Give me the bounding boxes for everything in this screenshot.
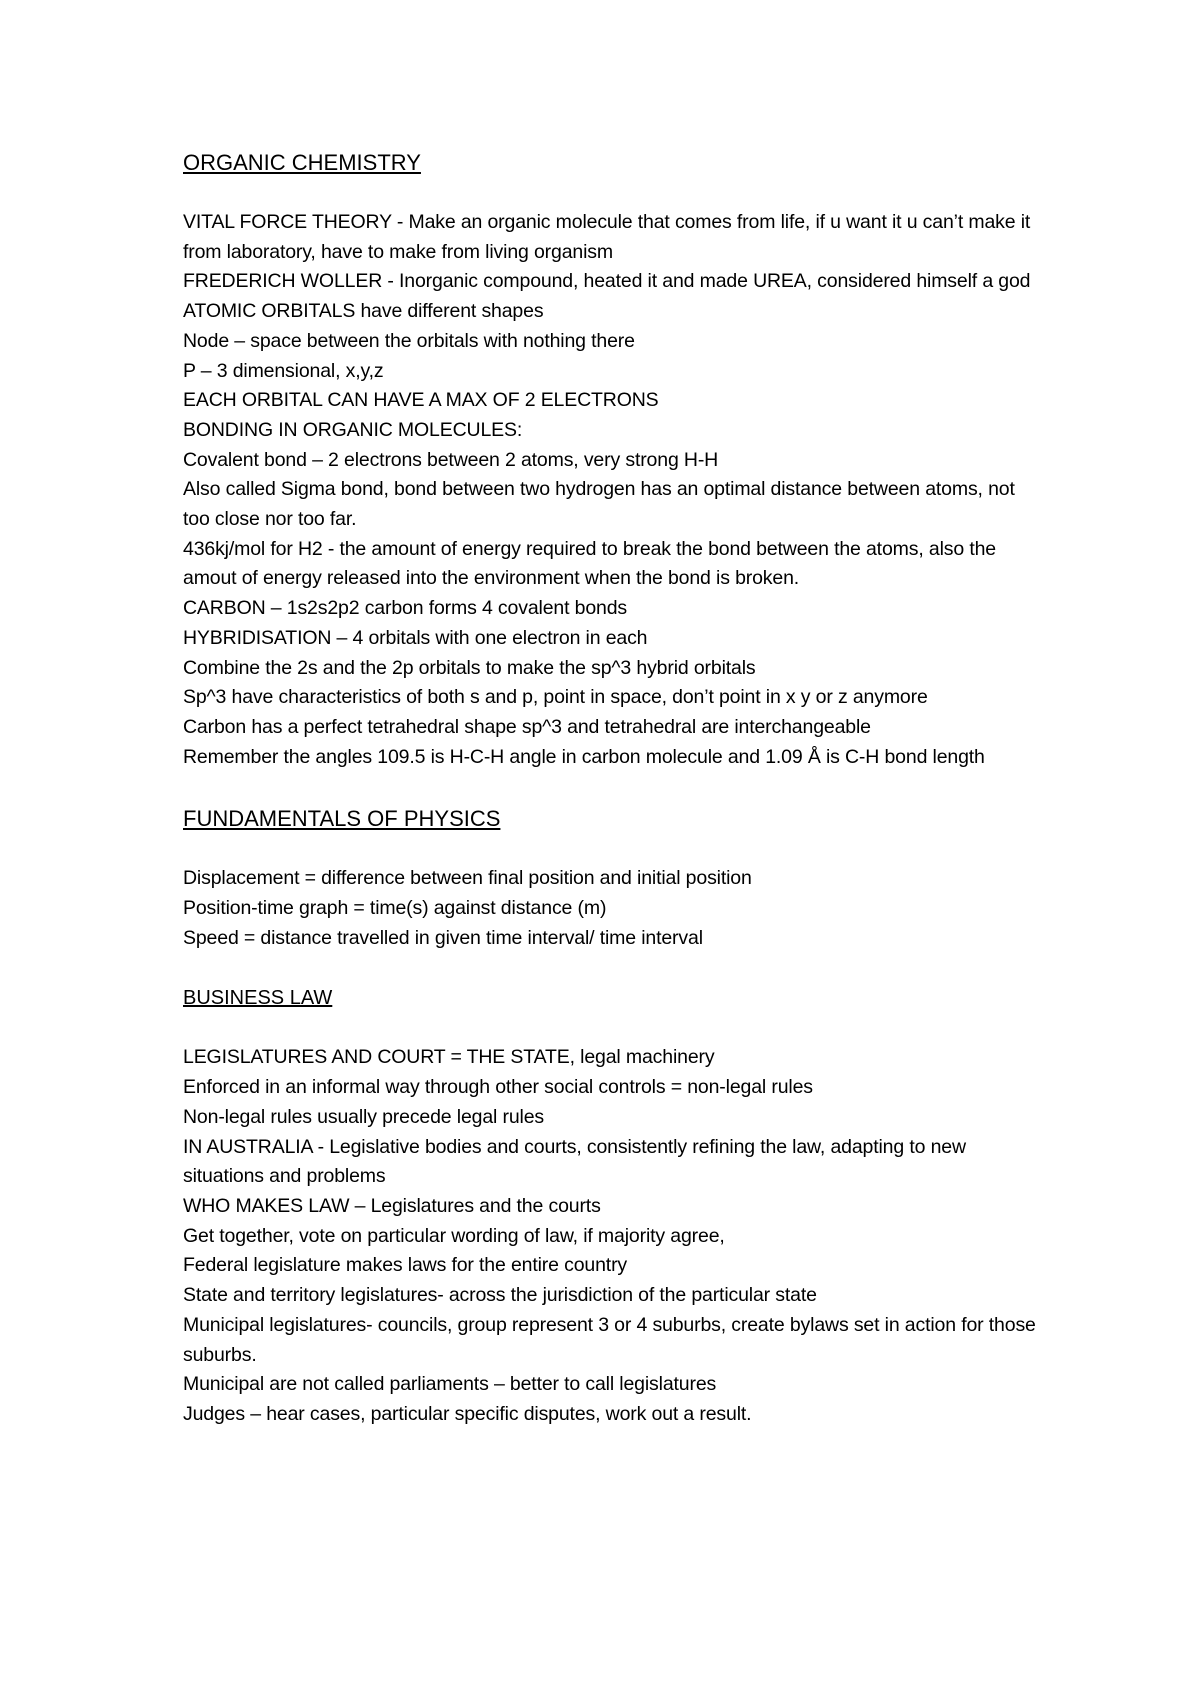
section-business-law — [183, 983, 1043, 1429]
note-line: Municipal legislatures- councils, group represent 3 or 4 suburbs, create bylaws set in action for those suburbs. — [183, 1313, 1036, 1366]
note-line: IN AUSTRALIA - Legislative bodies and courts, consistently refining the law, adapting to new situations and problems — [183, 1135, 966, 1188]
note-line: 436kj/mol for H2 - the amount of energy required to break the bond between the atoms, also the amout of energy released into the environment when the bond is broken. — [183, 537, 996, 590]
note-line: Sp^3 have characteristics of both s and p, point in space, don’t point in x y or z anymore — [183, 686, 928, 709]
note-line: Carbon has a perfect tetrahedral shape sp^3 and tetrahedral are interchangeable — [183, 715, 871, 738]
note-line: Non-legal rules usually precede legal rules — [183, 1105, 545, 1128]
note-line: VITAL FORCE THEORY - Make an organic molecule that comes from life, if u want it u can’t make it from laboratory, have to make from living organism — [183, 211, 1031, 263]
section-heading: FUNDAMENTALS OF PHYSICS — [183, 806, 501, 832]
note-line: Remember the angles 109.5 is H-C-H angle in carbon molecule and 1.09 Å is C-H bond length — [183, 745, 985, 768]
note-line: BONDING IN ORGANIC MOLECULES: — [183, 418, 523, 441]
note-line: FREDERICH WOLLER - Inorganic compound, heated it and made UREA, considered himself a god — [183, 270, 1031, 293]
note-line: HYBRIDISATION – 4 orbitals with one electron in each — [183, 626, 648, 649]
note-line: CARBON – 1s2s2p2 carbon forms 4 covalent bonds — [183, 597, 627, 620]
note-line: P – 3 dimensional, x,y,z — [183, 359, 384, 382]
note-line: Enforced in an informal way through other social controls = non-legal rules — [183, 1076, 813, 1099]
note-line: Get together, vote on particular wording of law, if majority agree, — [183, 1224, 725, 1247]
note-line: Displacement = difference between final position and initial position — [183, 867, 752, 890]
section-organic-chemistry — [183, 148, 1043, 772]
note-line: Federal legislature makes laws for the entire country — [183, 1254, 628, 1277]
note-line: Municipal are not called parliaments – better to call legislatures — [183, 1373, 717, 1396]
note-line: ATOMIC ORBITALS have different shapes — [183, 300, 544, 323]
note-line: Also called Sigma bond, bond between two hydrogen has an optimal distance between atoms, not too close nor too far. — [183, 478, 1015, 531]
note-line: LEGISLATURES AND COURT = THE STATE, legal machinery — [183, 1046, 715, 1069]
notes-body — [183, 148, 1043, 1430]
note-line: Position-time graph = time(s) against distance (m) — [183, 897, 607, 920]
note-line: Covalent bond – 2 electrons between 2 atoms, very strong H-H — [183, 448, 719, 471]
note-line: Judges – hear cases, particular specific disputes, work out a result. — [183, 1402, 752, 1425]
note-line: Node – space between the orbitals with nothing there — [183, 329, 635, 352]
note-line: Combine the 2s and the 2p orbitals to make the sp^3 hybrid orbitals — [183, 656, 756, 679]
section-fundamentals-of-physics — [183, 804, 1043, 953]
note-line: EACH ORBITAL CAN HAVE A MAX OF 2 ELECTRONS — [183, 389, 659, 412]
note-line: Speed = distance travelled in given time interval/ time interval — [183, 926, 703, 949]
note-line: WHO MAKES LAW – Legislatures and the courts — [183, 1194, 601, 1217]
note-line: State and territory legislatures- across the jurisdiction of the particular state — [183, 1284, 817, 1307]
section-heading: BUSINESS LAW — [183, 987, 333, 1010]
section-heading: ORGANIC CHEMISTRY — [183, 150, 421, 175]
